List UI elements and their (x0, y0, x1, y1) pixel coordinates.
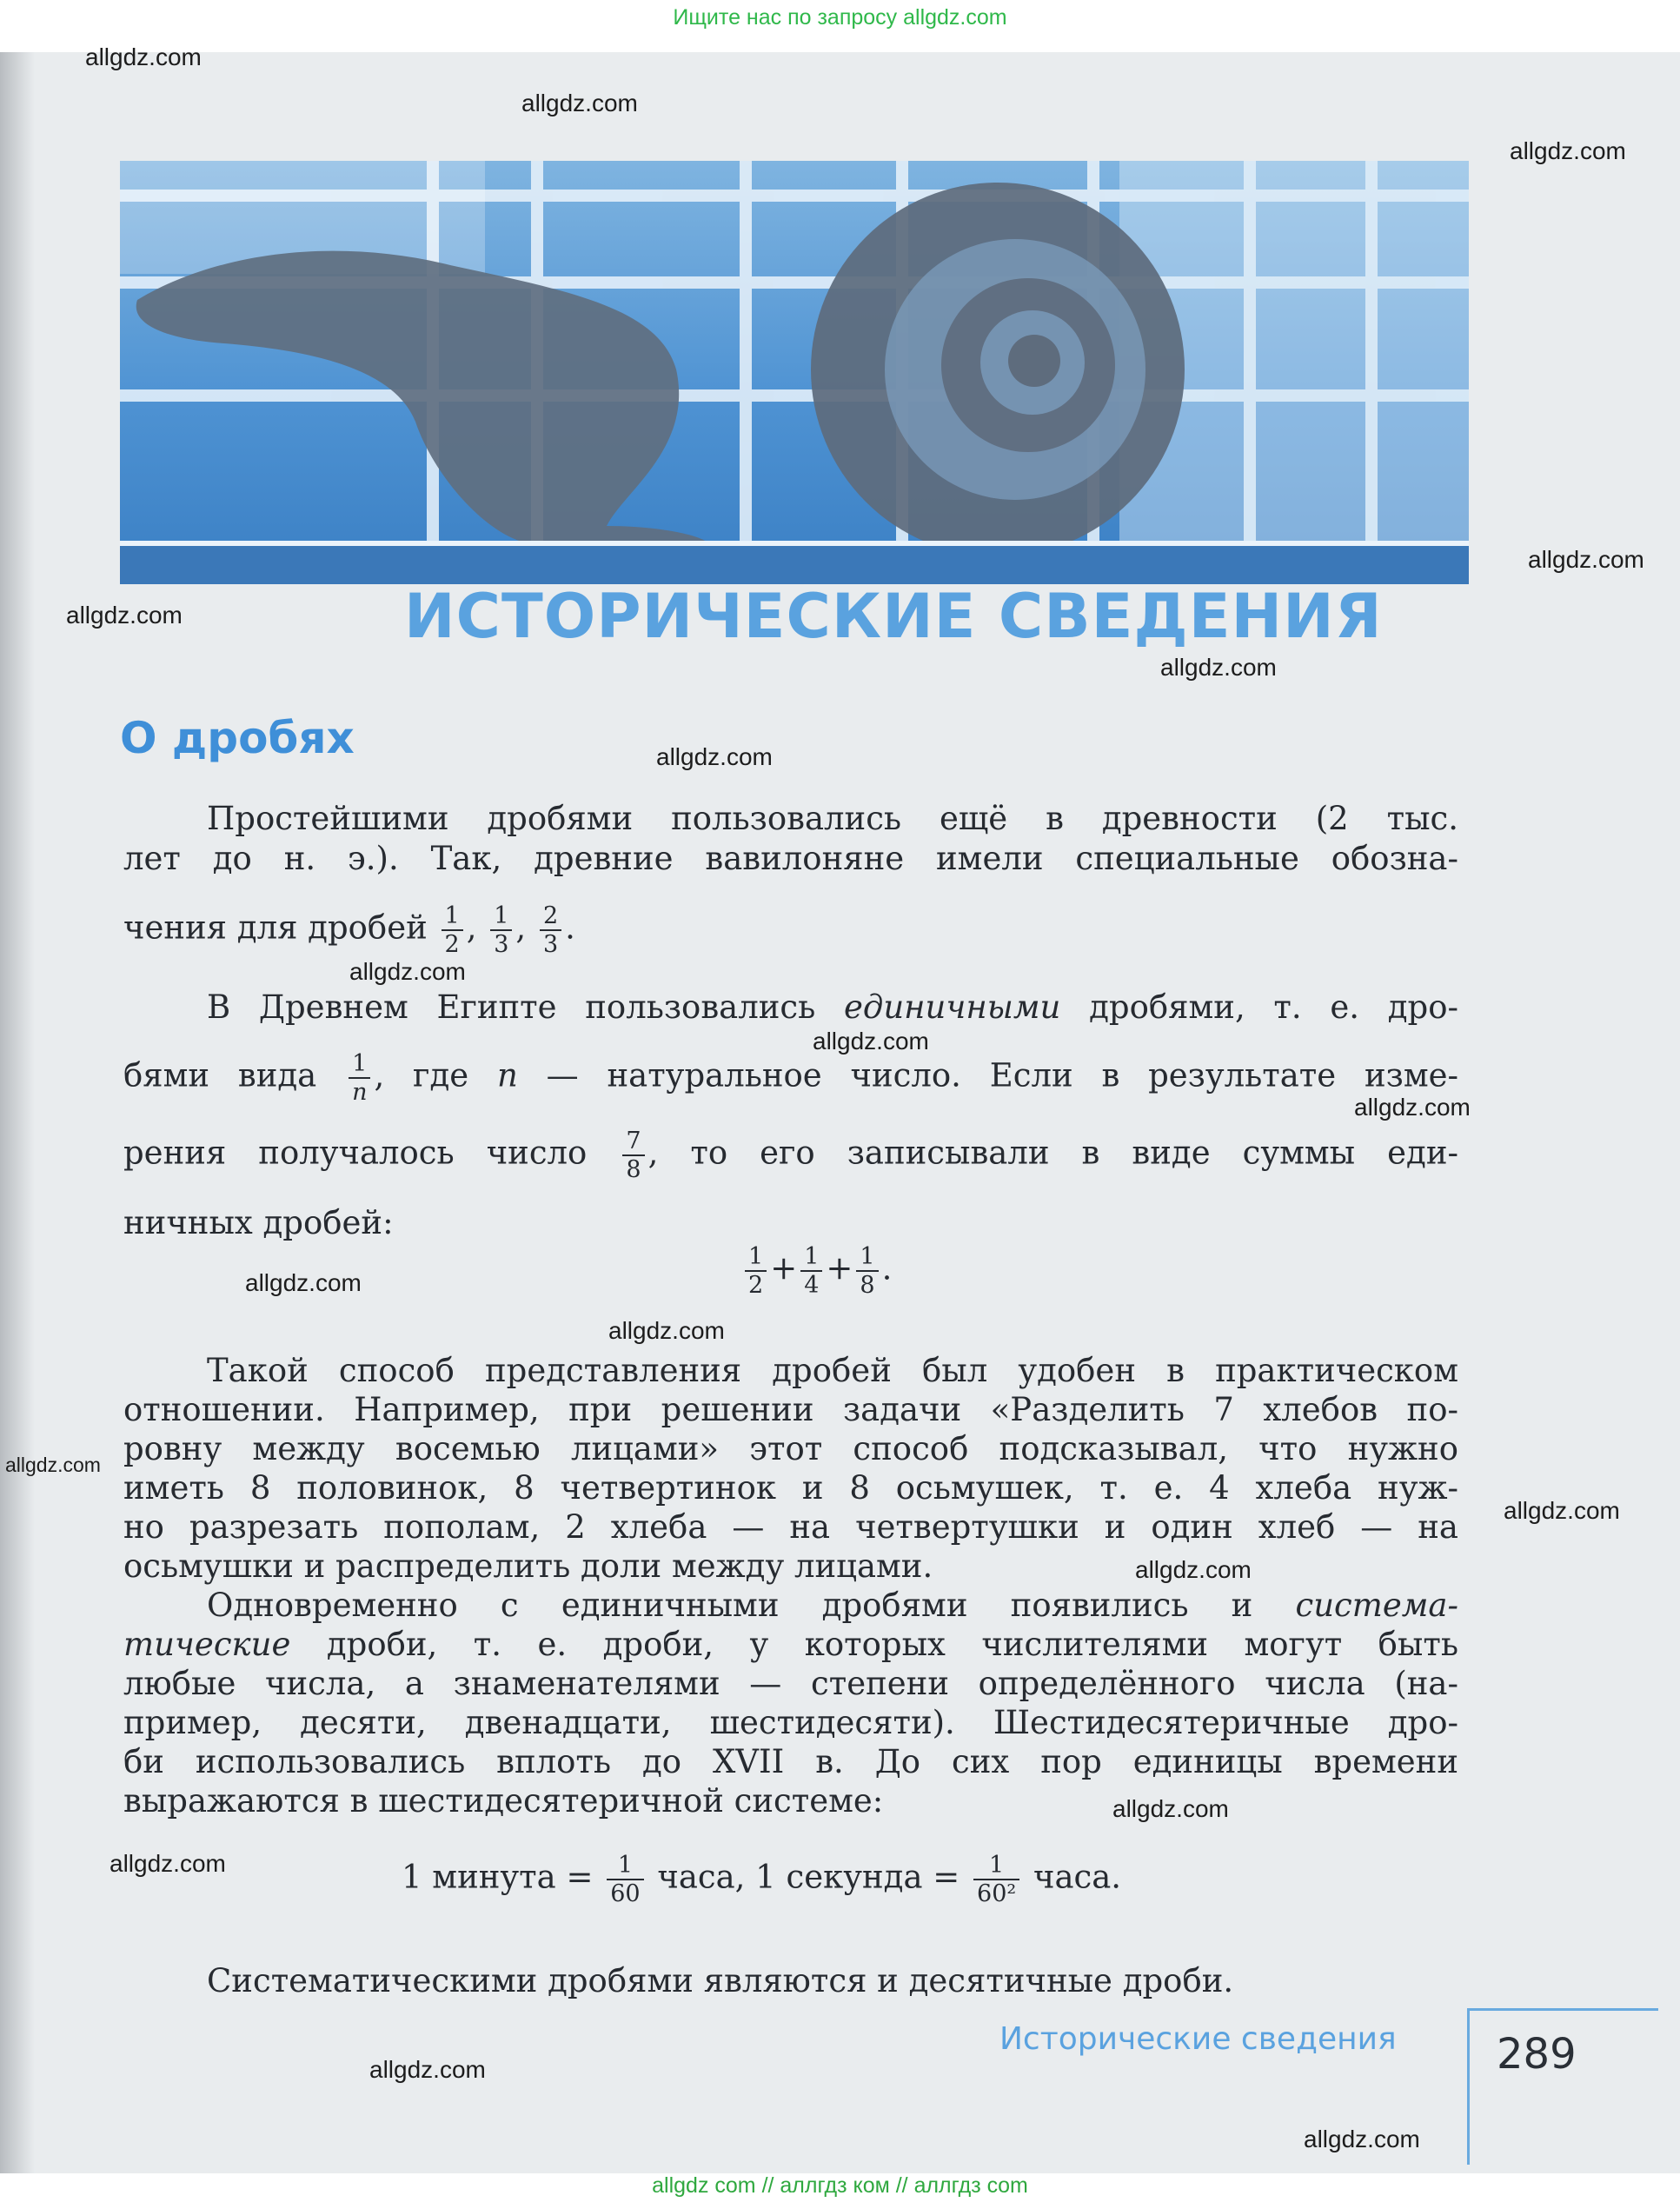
period: . (881, 1249, 893, 1287)
unit-fraction-sum (741, 1243, 892, 1299)
text-span: бями вида (123, 1056, 317, 1095)
time-units-formula (402, 1852, 1121, 1907)
numerator: 1 (856, 1243, 878, 1272)
denominator: 60² (977, 1880, 1017, 1907)
text-line: лет до н. э.). Так, древние вавилоняне имели специальные обозна- (123, 840, 1458, 877)
denominator: 2 (444, 931, 460, 958)
text-span: В Древнем Египте пользовались (207, 988, 816, 1026)
text-line: ничных дробей: (123, 1204, 394, 1241)
fraction-seven-eighths (622, 1128, 644, 1183)
watermark-link[interactable]: allgdz.com (813, 1028, 929, 1055)
watermark-link[interactable]: allgdz.com (1354, 1094, 1471, 1121)
text-line-fractions (123, 902, 1458, 958)
denominator: 8 (626, 1156, 641, 1183)
numerator: 7 (622, 1128, 644, 1156)
fraction-one-over-n (349, 1050, 370, 1106)
watermark-link[interactable]: allgdz.com (1504, 1497, 1620, 1524)
text-span: чения для дробей (123, 908, 428, 947)
text-line: отношении. Например, при решении задачи «Разделить 7 хлебов по- (123, 1391, 1458, 1428)
fraction-two-thirds (540, 902, 561, 958)
denominator: 2 (748, 1272, 764, 1299)
watermark-link[interactable]: allgdz.com (1160, 654, 1277, 681)
text-span: — натуральное число. Если в результате изме- (546, 1056, 1459, 1095)
text-line: осьмушки и распределить доли между лицами. (123, 1547, 933, 1585)
denominator: 60 (610, 1880, 641, 1907)
text-line: выражаются в шестидесятеричной системе: (123, 1782, 884, 1820)
watermark-link[interactable]: allgdz.com (85, 43, 202, 70)
text-span: 1 минута = (402, 1858, 594, 1896)
variable-n: n (496, 1056, 518, 1095)
denominator: 8 (860, 1272, 875, 1299)
watermark-link[interactable]: allgdz.com (349, 958, 466, 985)
comma: , (466, 908, 477, 947)
top-notice-link[interactable]: Ищите нас по запросу allgdz.com (673, 5, 1007, 30)
watermark-link[interactable]: allgdz.com (245, 1269, 362, 1296)
text-span: дроби, т. е. дроби, у которых числителями могут быть (326, 1626, 1458, 1663)
watermark-link[interactable]: allgdz.com (1112, 1795, 1229, 1822)
text-line: но разрезать пополам, 2 хлеба — на четвертушки и один хлеб — на (123, 1508, 1458, 1546)
watermark-link[interactable]: allgdz.com (1528, 546, 1644, 573)
watermark-link[interactable]: allgdz.com (369, 2056, 486, 2083)
text-line-fraction (123, 1050, 1458, 1106)
text-line (123, 1626, 1458, 1664)
denominator: n (352, 1079, 368, 1106)
page-binding-shadow (0, 52, 35, 2173)
header-illustration (120, 161, 1469, 584)
numerator: 1 (442, 902, 463, 931)
text-span: часа. (1033, 1858, 1122, 1896)
watermark-link[interactable]: allgdz.com (66, 602, 183, 629)
bottom-links[interactable]: allgdz com // аллгдз ком // аллгдз com (652, 2173, 1028, 2198)
text-span: рения получалось число (123, 1134, 588, 1172)
denominator: 3 (494, 931, 509, 958)
numerator: 2 (540, 902, 561, 931)
text-line: любые числа, а знаменателями — степени определённого числа (на- (123, 1665, 1458, 1702)
period: . (565, 908, 575, 947)
text-line: Такой способ представления дробей был удобен в практическом (207, 1352, 1458, 1389)
italic-term: единичными (843, 988, 1061, 1026)
section-title: О дробях (120, 713, 355, 763)
footer-divider (1467, 2008, 1470, 2165)
comma: , (515, 908, 527, 947)
text-line: ровну между восемью лицами» этот способ подсказывал, что нужно (123, 1430, 1458, 1467)
watermark-link[interactable]: allgdz.com (656, 743, 773, 770)
page-number: 289 (1497, 2030, 1577, 2079)
numerator: 1 (745, 1243, 767, 1272)
fraction-one-eighth (856, 1243, 878, 1299)
watermark-link[interactable]: allgdz.com (608, 1317, 725, 1344)
text-span: , то его записывали в виде суммы еди- (647, 1134, 1458, 1172)
snail-and-horn-icon (120, 161, 1469, 584)
banner-title: ИСТОРИЧЕСКИЕ СВЕДЕНИЯ (404, 581, 1383, 652)
numerator: 1 (800, 1243, 822, 1272)
watermark-link[interactable]: allgdz.com (1135, 1556, 1252, 1583)
text-line: пример, десяти, двенадцати, шестидесяти). Шестидесятеричные дро- (123, 1704, 1458, 1741)
fraction-one-third (490, 902, 512, 958)
text-line (207, 1587, 1458, 1625)
text-line-fraction (123, 1128, 1458, 1183)
fraction-one-half (442, 902, 463, 958)
italic-term: тические (123, 1626, 291, 1663)
fraction-one-over-sixty-squared (973, 1852, 1019, 1907)
numerator: 1 (607, 1852, 643, 1880)
denominator: 3 (542, 931, 559, 958)
text-span: дробями, т. е. дро- (1089, 988, 1459, 1026)
text-line (207, 988, 1458, 1027)
italic-term: система- (1295, 1587, 1458, 1624)
text-line: би использовались вплоть до XVII в. До сих пор единицы времени (123, 1743, 1458, 1780)
watermark-link[interactable]: allgdz.com (521, 90, 638, 116)
fraction-one-sixtieth (607, 1852, 643, 1907)
footer-divider (1467, 2008, 1658, 2011)
text-line: Простейшими дробями пользовались ещё в древности (2 тыс. (207, 800, 1458, 837)
text-line: иметь 8 половинок, 8 четвертинок и 8 осьмушек, т. е. 4 хлеба нуж- (123, 1469, 1458, 1507)
plus-sign: + (826, 1249, 853, 1287)
text-span: Одновременно с единичными дробями появились и (207, 1587, 1253, 1624)
numerator: 1 (349, 1050, 370, 1079)
text-line: Систематическими дробями являются и десятичные дроби. (207, 1962, 1234, 1999)
plus-sign: + (770, 1249, 798, 1287)
watermark-link[interactable]: allgdz.com (1510, 137, 1626, 164)
watermark-link[interactable]: allgdz.com (5, 1454, 101, 1476)
watermark-link[interactable]: allgdz.com (110, 1850, 226, 1877)
watermark-link[interactable]: allgdz.com (1304, 2126, 1420, 2152)
text-span: , где (374, 1056, 469, 1095)
fraction-one-quarter (800, 1243, 822, 1299)
fraction-one-half (745, 1243, 767, 1299)
numerator: 1 (490, 902, 512, 931)
numerator: 1 (973, 1852, 1019, 1880)
footer-section-name: Исторические сведения (999, 2021, 1397, 2057)
text-span: часа, 1 секунда = (657, 1858, 960, 1896)
denominator: 4 (804, 1272, 820, 1299)
